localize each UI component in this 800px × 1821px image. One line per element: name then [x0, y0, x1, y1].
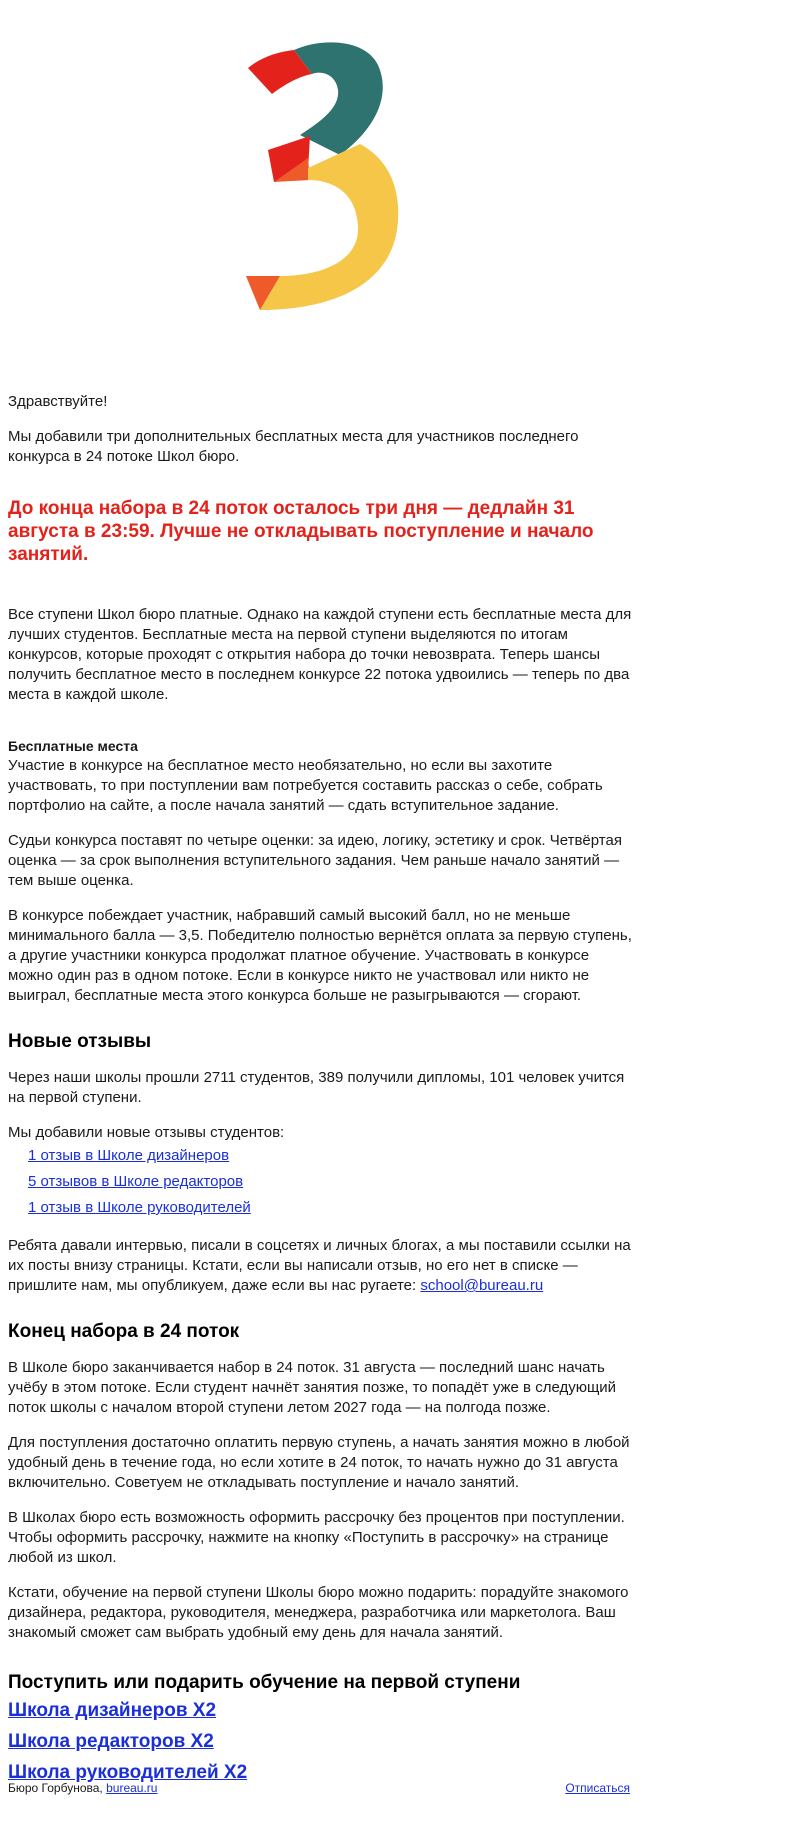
enroll-link-managers[interactable]: Школа руководителей X2: [8, 1762, 248, 1783]
list-item: [28, 1143, 638, 1169]
list-item: [28, 1169, 638, 1195]
reviews-title: Новые отзывы: [8, 1031, 152, 1052]
end-of-enrollment-p4: Кстати, обучение на первой ступени Школы бюро можно подарить: порадуйте знакомого дизайнера, редактора, руководителя, менеджера, разработчика или маркетолога. Ваш знакомый сможет сам выбрать удобный ему день для начала занятий.: [8, 1584, 629, 1641]
free-places-title: Бесплатные места: [8, 738, 138, 754]
end-of-enrollment-p1: В Школе бюро заканчивается набор в 24 поток. 31 августа — последний шанс начать учёбу в этом потоке. Если студент начнёт занятия позже, то попадёт уже в следующий поток школы с началом второй ступени летом 2027 года — на полгода позже.: [8, 1359, 617, 1416]
paid-info-text: Все ступени Школ бюро платные. Однако на каждой ступени есть бесплатные места для лучших студентов. Бесплатные места на первой ступени выделяются по итогам конкурсов, которые проходят с открытия набора до точки невозврата. Теперь шансы получить бесплатное место в последнем конкурсе 22 потока удвоились — теперь по два места в каждой школе.: [8, 606, 632, 703]
review-link-designers[interactable]: 1 отзыв в Школе дизайнеров: [28, 1147, 230, 1164]
enroll-links: [8, 1695, 638, 1788]
intro-text: Мы добавили три дополнительных бесплатных места для участников последнего конкурса в 24 потоке Школ бюро.: [8, 428, 579, 465]
enroll-title: Поступить или подарить обучение на первой ступени: [8, 1672, 521, 1693]
review-link-editors[interactable]: 5 отзывов в Школе редакторов: [28, 1173, 244, 1190]
footer-site-link[interactable]: bureau.ru: [106, 1781, 158, 1795]
end-of-enrollment-title: Конец набора в 24 поток: [8, 1321, 240, 1342]
reviews-stats: Через наши школы прошли 2711 студентов, 389 получили дипломы, 101 человек учится на первой ступени.: [8, 1069, 625, 1106]
reviews-added: Мы добавили новые отзывы студентов:: [8, 1124, 285, 1141]
free-places-p2: Судьи конкурса поставят по четыре оценки: за идею, логику, эстетику и срок. Четвёртая оценка — за срок выполнения вступительного задания. Чем раньше начало занятий — тем выше оценка.: [8, 832, 622, 889]
enroll-link-designers[interactable]: Школа дизайнеров X2: [8, 1700, 217, 1721]
deadline-notice: До конца набора в 24 поток осталось три дня — дедлайн 31 августа в 23:59. Лучше не откладывать поступление и начало занятий.: [8, 498, 594, 565]
greeting: Здравствуйте!: [8, 393, 108, 410]
bureau-school-logo: [240, 40, 420, 320]
email-body: [8, 392, 638, 1788]
enroll-link-editors[interactable]: Школа редакторов X2: [8, 1731, 214, 1752]
footer: [8, 1780, 630, 1796]
school-email-link[interactable]: school@bureau.ru: [420, 1277, 544, 1294]
reviews-outro-text: Ребята давали интервью, писали в соцсетях и личных блогах, а мы поставили ссылки на их посты внизу страницы. Кстати, если вы написали отзыв, но его нет в списке — пришлите нам, мы опубликуем, даже если вы нас ругаете:: [8, 1237, 631, 1294]
end-of-enrollment-p3: В Школах бюро есть возможность оформить рассрочку без процентов при поступлении. Чтобы оформить рассрочку, нажмите на кнопку «Поступить в рассрочку» на странице любой из школ.: [8, 1509, 625, 1566]
list-item: [28, 1195, 638, 1221]
free-places-p3: В конкурсе побеждает участник, набравший самый высокий балл, но не меньше минимального балла — 3,5. Победителю полностью вернётся оплата за первую ступень, а другие участники конкурса продолжат платное обучение. Участвовать в конкурсе можно один раз в одном потоке. Если в конкурсе никто не участвовал или никто не выиграл, бесплатные места этого конкурса больше не разыгрываются — сгорают.: [8, 907, 632, 1004]
reviews-outro-paragraph: [8, 1236, 638, 1296]
end-of-enrollment-p2: Для поступления достаточно оплатить первую ступень, а начать занятия можно в любой удобный день в течение года, но если хотите в 24 поток, то начать нужно до 31 августа включительно. Советуем не откладывать поступление и начало занятий.: [8, 1434, 630, 1491]
reviews-link-list: [28, 1143, 638, 1221]
unsubscribe-link[interactable]: Отписаться: [565, 1781, 630, 1795]
footer-brand: Бюро Горбунова,: [8, 1781, 107, 1795]
review-link-managers[interactable]: 1 отзыв в Школе руководителей: [28, 1199, 251, 1216]
free-places-p1: Участие в конкурсе на бесплатное место необязательно, но если вы захотите участвовать, то при поступлении вам потребуется составить рассказ о себе, собрать портфолио на сайте, а после начала занятий — сдать вступительное задание.: [8, 757, 603, 814]
